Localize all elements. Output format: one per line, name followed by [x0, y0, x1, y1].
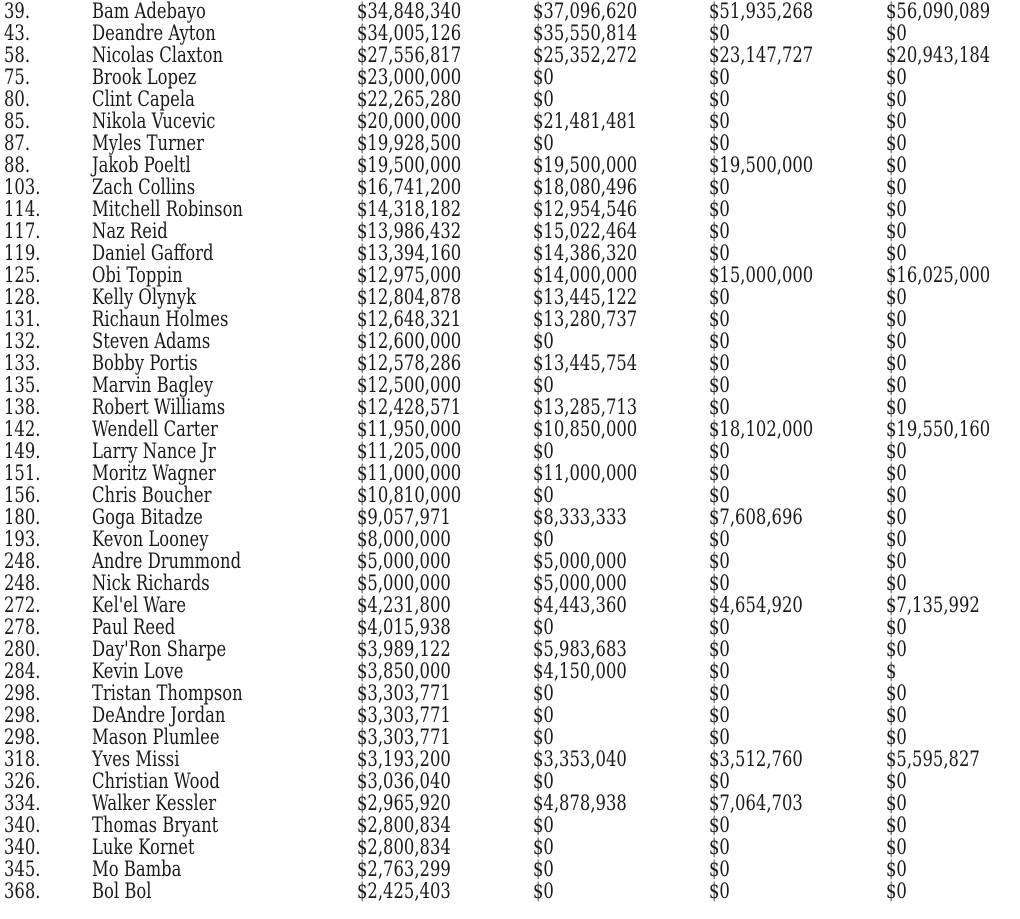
salary-year-1: $2,800,834	[357, 835, 451, 859]
salary-year-4: $0	[886, 153, 907, 177]
salary-year-4: $0	[886, 329, 907, 353]
salary-year-1: $12,428,571	[357, 395, 462, 419]
salary-year-3: $7,064,703	[709, 791, 803, 815]
rank-cell: 193.	[4, 527, 41, 551]
player-name: Wendell Carter	[92, 417, 218, 441]
salary-year-3: $0	[709, 681, 730, 705]
player-name: Kevin Love	[92, 659, 184, 683]
salary-year-4: $0	[886, 285, 907, 309]
rank-cell: 149.	[4, 439, 41, 463]
rank-cell: 133.	[4, 351, 41, 375]
player-name: Zach Collins	[92, 175, 196, 199]
rank-cell: 128.	[4, 285, 41, 309]
salary-year-2: $0	[533, 857, 554, 881]
salary-year-2: $4,150,000	[533, 659, 627, 683]
table-row	[0, 330, 1020, 352]
table-row	[0, 22, 1020, 44]
salary-year-3: $0	[709, 549, 730, 573]
salary-year-3: $0	[709, 769, 730, 793]
table-row	[0, 836, 1020, 858]
salary-year-3: $23,147,727	[709, 43, 814, 67]
salary-year-3: $0	[709, 197, 730, 221]
player-name: Kelly Olynyk	[92, 285, 197, 309]
salary-year-3: $0	[709, 219, 730, 243]
salary-year-4: $0	[886, 307, 907, 331]
salary-year-3: $0	[709, 483, 730, 507]
salary-year-3: $4,654,920	[709, 593, 803, 617]
rank-cell: 138.	[4, 395, 41, 419]
salary-year-3: $0	[709, 571, 730, 595]
salary-year-1: $20,000,000	[357, 109, 462, 133]
salary-year-4: $0	[886, 791, 907, 815]
salary-year-4: $0	[886, 615, 907, 639]
salary-year-2: $0	[533, 483, 554, 507]
salary-year-4: $0	[886, 835, 907, 859]
player-name: Daniel Gafford	[92, 241, 214, 265]
salary-year-3: $0	[709, 527, 730, 551]
salary-year-1: $4,015,938	[357, 615, 451, 639]
salary-year-1: $23,000,000	[357, 65, 462, 89]
table-row	[0, 220, 1020, 242]
salary-year-1: $12,600,000	[357, 329, 462, 353]
salary-year-2: $8,333,333	[533, 505, 627, 529]
player-name: Bam Adebayo	[92, 0, 206, 23]
rank-cell: 334.	[4, 791, 41, 815]
salary-year-2: $0	[533, 329, 554, 353]
salary-year-2: $14,000,000	[533, 263, 638, 287]
salary-year-2: $11,000,000	[533, 461, 638, 485]
salary-year-4: $0	[886, 879, 907, 903]
salary-year-1: $4,231,800	[357, 593, 451, 617]
player-name: DeAndre Jordan	[92, 703, 226, 727]
player-name: Marvin Bagley	[92, 373, 214, 397]
player-name: Mason Plumlee	[92, 725, 220, 749]
table-row	[0, 418, 1020, 440]
salary-year-4: $0	[886, 351, 907, 375]
table-row	[0, 44, 1020, 66]
salary-year-1: $12,804,878	[357, 285, 462, 309]
salary-year-2: $0	[533, 527, 554, 551]
salary-year-1: $2,763,299	[357, 857, 451, 881]
rank-cell: 345.	[4, 857, 41, 881]
salary-year-3: $19,500,000	[709, 153, 814, 177]
rank-cell: 88.	[4, 153, 31, 177]
table-row	[0, 814, 1020, 836]
salary-year-1: $3,850,000	[357, 659, 451, 683]
player-name: Kel'el Ware	[92, 593, 187, 617]
player-name: Moritz Wagner	[92, 461, 216, 485]
rank-cell: 318.	[4, 747, 41, 771]
salary-year-2: $0	[533, 725, 554, 749]
table-row	[0, 242, 1020, 264]
player-name: Thomas Bryant	[92, 813, 219, 837]
salary-year-4: $0	[886, 483, 907, 507]
salary-year-1: $3,036,040	[357, 769, 451, 793]
salary-year-2: $13,280,737	[533, 307, 638, 331]
rank-cell: 180.	[4, 505, 41, 529]
table-row	[0, 616, 1020, 638]
salary-year-2: $21,481,481	[533, 109, 638, 133]
salary-year-4: $	[886, 659, 897, 683]
salary-year-4: $0	[886, 813, 907, 837]
salary-year-2: $0	[533, 813, 554, 837]
player-name: Clint Capela	[92, 87, 195, 111]
salary-year-2: $0	[533, 131, 554, 155]
rank-cell: 125.	[4, 263, 41, 287]
salary-year-4: $0	[886, 681, 907, 705]
salary-year-2: $35,550,814	[533, 21, 638, 45]
salary-year-3: $0	[709, 637, 730, 661]
rank-cell: 326.	[4, 769, 41, 793]
salary-year-2: $0	[533, 769, 554, 793]
salary-year-3: $0	[709, 329, 730, 353]
salary-year-3: $0	[709, 615, 730, 639]
salary-year-2: $0	[533, 835, 554, 859]
salary-year-4: $0	[886, 21, 907, 45]
rank-cell: 340.	[4, 813, 41, 837]
player-name: Kevon Looney	[92, 527, 209, 551]
table-row	[0, 440, 1020, 462]
salary-year-2: $15,022,464	[533, 219, 638, 243]
salary-year-1: $19,500,000	[357, 153, 462, 177]
salary-year-3: $0	[709, 879, 730, 903]
table-row	[0, 726, 1020, 748]
rank-cell: 272.	[4, 593, 41, 617]
table-row	[0, 0, 1020, 22]
player-name: Nicolas Claxton	[92, 43, 224, 67]
rank-cell: 142.	[4, 417, 41, 441]
salary-year-1: $13,394,160	[357, 241, 462, 265]
salary-year-1: $12,975,000	[357, 263, 462, 287]
salary-year-2: $25,352,272	[533, 43, 638, 67]
salary-year-2: $14,386,320	[533, 241, 638, 265]
salary-year-2: $5,000,000	[533, 549, 627, 573]
salary-year-3: $0	[709, 87, 730, 111]
rank-cell: 151.	[4, 461, 41, 485]
salary-year-1: $2,425,403	[357, 879, 451, 903]
player-name: Deandre Ayton	[92, 21, 216, 45]
salary-year-4: $0	[886, 637, 907, 661]
player-name: Goga Bitadze	[92, 505, 203, 529]
salary-year-4: $0	[886, 549, 907, 573]
table-row	[0, 396, 1020, 418]
salary-year-3: $0	[709, 65, 730, 89]
salary-year-3: $0	[709, 285, 730, 309]
rank-cell: 278.	[4, 615, 41, 639]
salary-year-3: $0	[709, 373, 730, 397]
salary-year-4: $0	[886, 527, 907, 551]
table-row	[0, 528, 1020, 550]
table-row	[0, 770, 1020, 792]
salary-year-2: $3,353,040	[533, 747, 627, 771]
player-name: Steven Adams	[92, 329, 211, 353]
table-row	[0, 308, 1020, 330]
table-row	[0, 594, 1020, 616]
rank-cell: 119.	[4, 241, 41, 265]
salary-year-1: $11,205,000	[357, 439, 462, 463]
table-row	[0, 792, 1020, 814]
rank-cell: 75.	[4, 65, 31, 89]
salary-year-4: $0	[886, 857, 907, 881]
rank-cell: 43.	[4, 21, 31, 45]
player-name: Luke Kornet	[92, 835, 195, 859]
table-row	[0, 660, 1020, 682]
rank-cell: 80.	[4, 87, 31, 111]
salary-year-4: $0	[886, 131, 907, 155]
salary-year-3: $0	[709, 835, 730, 859]
salary-year-3: $0	[709, 175, 730, 199]
salary-year-3: $0	[709, 725, 730, 749]
salary-year-2: $0	[533, 879, 554, 903]
salary-year-1: $27,556,817	[357, 43, 462, 67]
salary-year-1: $3,193,200	[357, 747, 451, 771]
salary-year-2: $13,285,713	[533, 395, 638, 419]
salary-year-2: $19,500,000	[533, 153, 638, 177]
table-row	[0, 572, 1020, 594]
player-name: Christian Wood	[92, 769, 220, 793]
player-name: Yves Missi	[92, 747, 180, 771]
table-row	[0, 638, 1020, 660]
salary-year-4: $0	[886, 395, 907, 419]
table-row	[0, 286, 1020, 308]
salary-year-3: $0	[709, 351, 730, 375]
salary-year-4: $7,135,992	[886, 593, 980, 617]
salary-year-1: $11,950,000	[357, 417, 462, 441]
salary-year-1: $34,005,126	[357, 21, 462, 45]
player-name: Naz Reid	[92, 219, 168, 243]
table-row	[0, 88, 1020, 110]
salary-year-1: $12,500,000	[357, 373, 462, 397]
player-name: Larry Nance Jr	[92, 439, 216, 463]
salary-year-1: $16,741,200	[357, 175, 462, 199]
salary-year-3: $0	[709, 703, 730, 727]
salary-year-3: $0	[709, 109, 730, 133]
salary-year-4: $20,943,184	[886, 43, 991, 67]
table-row	[0, 748, 1020, 770]
rank-cell: 135.	[4, 373, 41, 397]
salary-year-2: $0	[533, 615, 554, 639]
rank-cell: 117.	[4, 219, 41, 243]
salary-year-1: $12,648,321	[357, 307, 462, 331]
salary-year-3: $0	[709, 439, 730, 463]
table-row	[0, 352, 1020, 374]
rank-cell: 248.	[4, 571, 41, 595]
salary-year-2: $0	[533, 703, 554, 727]
salary-year-4: $0	[886, 109, 907, 133]
rank-cell: 298.	[4, 681, 41, 705]
player-name: Bol Bol	[92, 879, 152, 903]
salary-year-3: $0	[709, 461, 730, 485]
salary-year-3: $0	[709, 241, 730, 265]
rank-cell: 87.	[4, 131, 31, 155]
salary-year-4: $0	[886, 197, 907, 221]
salary-year-2: $5,000,000	[533, 571, 627, 595]
player-name: Walker Kessler	[92, 791, 217, 815]
salary-year-4: $0	[886, 505, 907, 529]
rank-cell: 156.	[4, 483, 41, 507]
table-row	[0, 176, 1020, 198]
rank-cell: 298.	[4, 703, 41, 727]
salary-year-4: $0	[886, 175, 907, 199]
salary-year-1: $2,800,834	[357, 813, 451, 837]
table-row	[0, 264, 1020, 286]
salary-year-4: $0	[886, 241, 907, 265]
player-name: Chris Boucher	[92, 483, 212, 507]
salary-year-3: $0	[709, 395, 730, 419]
salary-year-3: $0	[709, 21, 730, 45]
table-row	[0, 132, 1020, 154]
table-row	[0, 198, 1020, 220]
player-name: Day'Ron Sharpe	[92, 637, 227, 661]
player-name: Tristan Thompson	[92, 681, 243, 705]
salary-year-2: $5,983,683	[533, 637, 627, 661]
table-row	[0, 484, 1020, 506]
player-name: Jakob Poeltl	[92, 153, 191, 177]
salary-year-3: $0	[709, 857, 730, 881]
salary-year-4: $0	[886, 219, 907, 243]
salary-year-2: $0	[533, 373, 554, 397]
salary-year-2: $12,954,546	[533, 197, 638, 221]
salary-year-4: $0	[886, 571, 907, 595]
salary-year-2: $4,878,938	[533, 791, 627, 815]
salary-year-1: $8,000,000	[357, 527, 451, 551]
salary-year-4: $0	[886, 725, 907, 749]
salary-year-4: $5,595,827	[886, 747, 980, 771]
salary-year-2: $0	[533, 87, 554, 111]
player-name: Brook Lopez	[92, 65, 197, 89]
table-row	[0, 704, 1020, 726]
table-row	[0, 154, 1020, 176]
salary-year-3: $0	[709, 659, 730, 683]
salary-year-2: $4,443,360	[533, 593, 627, 617]
table-row	[0, 682, 1020, 704]
salary-year-1: $22,265,280	[357, 87, 462, 111]
rank-cell: 58.	[4, 43, 31, 67]
salary-year-1: $12,578,286	[357, 351, 462, 375]
salary-year-2: $10,850,000	[533, 417, 638, 441]
salary-year-3: $3,512,760	[709, 747, 803, 771]
player-name: Andre Drummond	[92, 549, 242, 573]
salary-year-3: $7,608,696	[709, 505, 803, 529]
player-name: Myles Turner	[92, 131, 204, 155]
rank-cell: 248.	[4, 549, 41, 573]
table-row	[0, 66, 1020, 88]
salary-year-3: $0	[709, 307, 730, 331]
salary-year-3: $51,935,268	[709, 0, 814, 23]
player-name: Nick Richards	[92, 571, 210, 595]
salary-year-1: $10,810,000	[357, 483, 462, 507]
salary-year-1: $2,965,920	[357, 791, 451, 815]
player-name: Obi Toppin	[92, 263, 183, 287]
salary-year-4: $16,025,000	[886, 263, 991, 287]
salary-year-4: $0	[886, 769, 907, 793]
salary-year-2: $0	[533, 681, 554, 705]
salary-year-1: $34,848,340	[357, 0, 462, 23]
salary-year-1: $14,318,182	[357, 197, 462, 221]
salary-year-1: $19,928,500	[357, 131, 462, 155]
table-row	[0, 880, 1020, 902]
rank-cell: 132.	[4, 329, 41, 353]
salary-year-4: $0	[886, 373, 907, 397]
salary-year-3: $15,000,000	[709, 263, 814, 287]
player-name: Mo Bamba	[92, 857, 182, 881]
rank-cell: 298.	[4, 725, 41, 749]
salary-year-3: $18,102,000	[709, 417, 814, 441]
table-row	[0, 550, 1020, 572]
salary-year-3: $0	[709, 813, 730, 837]
salary-year-1: $11,000,000	[357, 461, 462, 485]
rank-cell: 284.	[4, 659, 41, 683]
table-row	[0, 858, 1020, 880]
salary-year-4: $0	[886, 65, 907, 89]
player-name: Nikola Vucevic	[92, 109, 216, 133]
table-row	[0, 506, 1020, 528]
salary-year-2: $0	[533, 439, 554, 463]
salary-year-4: $19,550,160	[886, 417, 991, 441]
salary-year-2: $13,445,754	[533, 351, 638, 375]
salary-year-2: $0	[533, 65, 554, 89]
rank-cell: 85.	[4, 109, 31, 133]
rank-cell: 114.	[4, 197, 41, 221]
rank-cell: 340.	[4, 835, 41, 859]
salary-year-4: $0	[886, 439, 907, 463]
salary-year-4: $0	[886, 461, 907, 485]
salary-year-1: $3,303,771	[357, 703, 451, 727]
table-row	[0, 374, 1020, 396]
rank-cell: 280.	[4, 637, 41, 661]
salary-year-2: $18,080,496	[533, 175, 638, 199]
salary-year-1: $9,057,971	[357, 505, 451, 529]
salary-year-1: $5,000,000	[357, 571, 451, 595]
rank-cell: 39.	[4, 0, 31, 23]
salary-year-2: $37,096,620	[533, 0, 638, 23]
player-name: Mitchell Robinson	[92, 197, 243, 221]
salary-year-2: $13,445,122	[533, 285, 638, 309]
salary-year-1: $13,986,432	[357, 219, 462, 243]
player-name: Robert Williams	[92, 395, 226, 419]
salary-year-4: $0	[886, 87, 907, 111]
salary-year-1: $3,303,771	[357, 725, 451, 749]
salary-year-1: $3,989,122	[357, 637, 451, 661]
player-name: Bobby Portis	[92, 351, 198, 375]
salary-year-4: $56,090,089	[886, 0, 991, 23]
table-row	[0, 110, 1020, 132]
rank-cell: 131.	[4, 307, 41, 331]
salary-year-4: $0	[886, 703, 907, 727]
rank-cell: 103.	[4, 175, 41, 199]
salary-year-3: $0	[709, 131, 730, 155]
rank-cell: 368.	[4, 879, 41, 903]
table-row	[0, 462, 1020, 484]
salary-year-1: $5,000,000	[357, 549, 451, 573]
player-name: Paul Reed	[92, 615, 176, 639]
player-name: Richaun Holmes	[92, 307, 229, 331]
salary-year-1: $3,303,771	[357, 681, 451, 705]
